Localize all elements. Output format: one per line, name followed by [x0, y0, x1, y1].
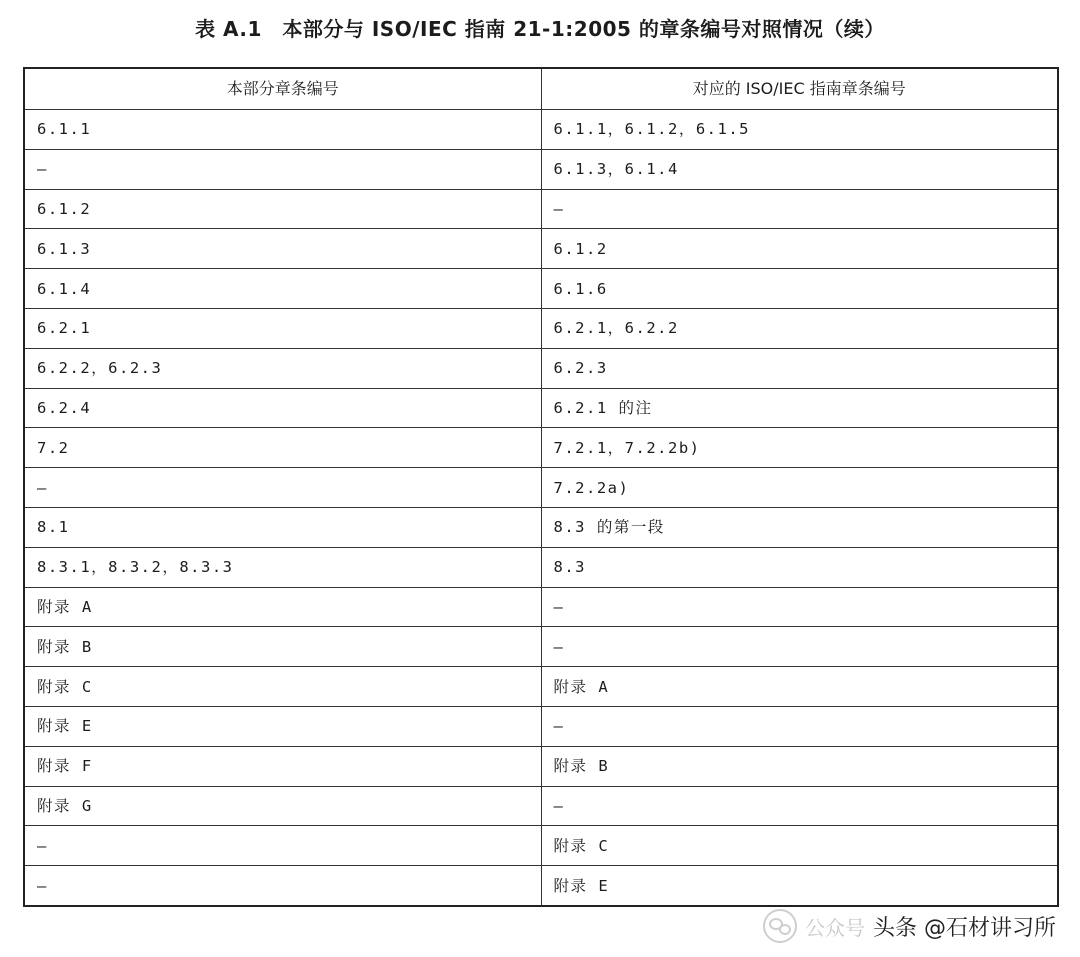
table-header-row	[24, 68, 1058, 110]
table-row	[24, 269, 1058, 309]
table-row	[24, 388, 1058, 428]
cell-iso-guide-clause: 6.2.1，6.2.2	[541, 308, 1058, 348]
table-row	[24, 229, 1058, 269]
cell-this-part-clause: 附录 F	[24, 746, 541, 786]
cell-iso-guide-clause: 附录 E	[541, 866, 1058, 906]
cell-this-part-clause: 8.1	[24, 507, 541, 547]
cell-iso-guide-clause: 6.1.1，6.1.2，6.1.5	[541, 110, 1058, 150]
cell-this-part-clause: 8.3.1，8.3.2，8.3.3	[24, 547, 541, 587]
header-iso-guide: 对应的 ISO/IEC 指南章条编号	[541, 68, 1058, 110]
cell-this-part-clause: 6.2.2，6.2.3	[24, 348, 541, 388]
cell-this-part-clause: 附录 B	[24, 627, 541, 667]
table-row	[24, 308, 1058, 348]
table-row	[24, 627, 1058, 667]
table-container	[23, 67, 1057, 907]
cell-this-part-clause: 6.1.3	[24, 229, 541, 269]
table-row	[24, 786, 1058, 826]
table-title: 表 A.1 本部分与 ISO/IEC 指南 21-1:2005 的章条编号对照情况（续）	[195, 17, 885, 41]
table-row	[24, 428, 1058, 468]
table-row	[24, 547, 1058, 587]
cell-iso-guide-clause: 6.2.3	[541, 348, 1058, 388]
cell-this-part-clause: 6.2.4	[24, 388, 541, 428]
cell-iso-guide-clause: 8.3	[541, 547, 1058, 587]
cell-iso-guide-clause: 附录 B	[541, 746, 1058, 786]
cell-this-part-clause: —	[24, 826, 541, 866]
watermark	[763, 909, 1056, 943]
table-row	[24, 110, 1058, 150]
header-this-part: 本部分章条编号	[24, 68, 541, 110]
comparison-table	[23, 67, 1059, 907]
table-row	[24, 826, 1058, 866]
watermark-faded-text: 公众号	[805, 915, 865, 940]
table-row	[24, 348, 1058, 388]
table-row	[24, 507, 1058, 547]
cell-iso-guide-clause: 附录 A	[541, 667, 1058, 707]
table-row	[24, 587, 1058, 627]
watermark-text: 头条 @石材讲习所	[873, 915, 1056, 941]
cell-iso-guide-clause: —	[541, 706, 1058, 746]
table-row	[24, 706, 1058, 746]
table-row	[24, 189, 1058, 229]
table-row	[24, 667, 1058, 707]
cell-this-part-clause: 6.1.2	[24, 189, 541, 229]
cell-this-part-clause: —	[24, 149, 541, 189]
table-row	[24, 746, 1058, 786]
cell-iso-guide-clause: 7.2.1，7.2.2b)	[541, 428, 1058, 468]
cell-iso-guide-clause: 6.1.2	[541, 229, 1058, 269]
table-row	[24, 149, 1058, 189]
cell-this-part-clause: —	[24, 866, 541, 906]
cell-iso-guide-clause: 附录 C	[541, 826, 1058, 866]
cell-iso-guide-clause: —	[541, 786, 1058, 826]
cell-this-part-clause: 附录 A	[24, 587, 541, 627]
cell-this-part-clause: 附录 C	[24, 667, 541, 707]
wechat-icon	[763, 909, 797, 943]
cell-iso-guide-clause: 6.1.3，6.1.4	[541, 149, 1058, 189]
cell-this-part-clause: 6.2.1	[24, 308, 541, 348]
table-row	[24, 468, 1058, 508]
cell-iso-guide-clause: —	[541, 587, 1058, 627]
cell-iso-guide-clause: 7.2.2a)	[541, 468, 1058, 508]
cell-this-part-clause: 7.2	[24, 428, 541, 468]
cell-this-part-clause: 6.1.1	[24, 110, 541, 150]
cell-this-part-clause: 附录 G	[24, 786, 541, 826]
table-row	[24, 866, 1058, 906]
cell-this-part-clause: —	[24, 468, 541, 508]
cell-iso-guide-clause: —	[541, 189, 1058, 229]
cell-iso-guide-clause: —	[541, 627, 1058, 667]
cell-this-part-clause: 附录 E	[24, 706, 541, 746]
cell-iso-guide-clause: 8.3 的第一段	[541, 507, 1058, 547]
cell-this-part-clause: 6.1.4	[24, 269, 541, 309]
cell-iso-guide-clause: 6.2.1 的注	[541, 388, 1058, 428]
cell-iso-guide-clause: 6.1.6	[541, 269, 1058, 309]
